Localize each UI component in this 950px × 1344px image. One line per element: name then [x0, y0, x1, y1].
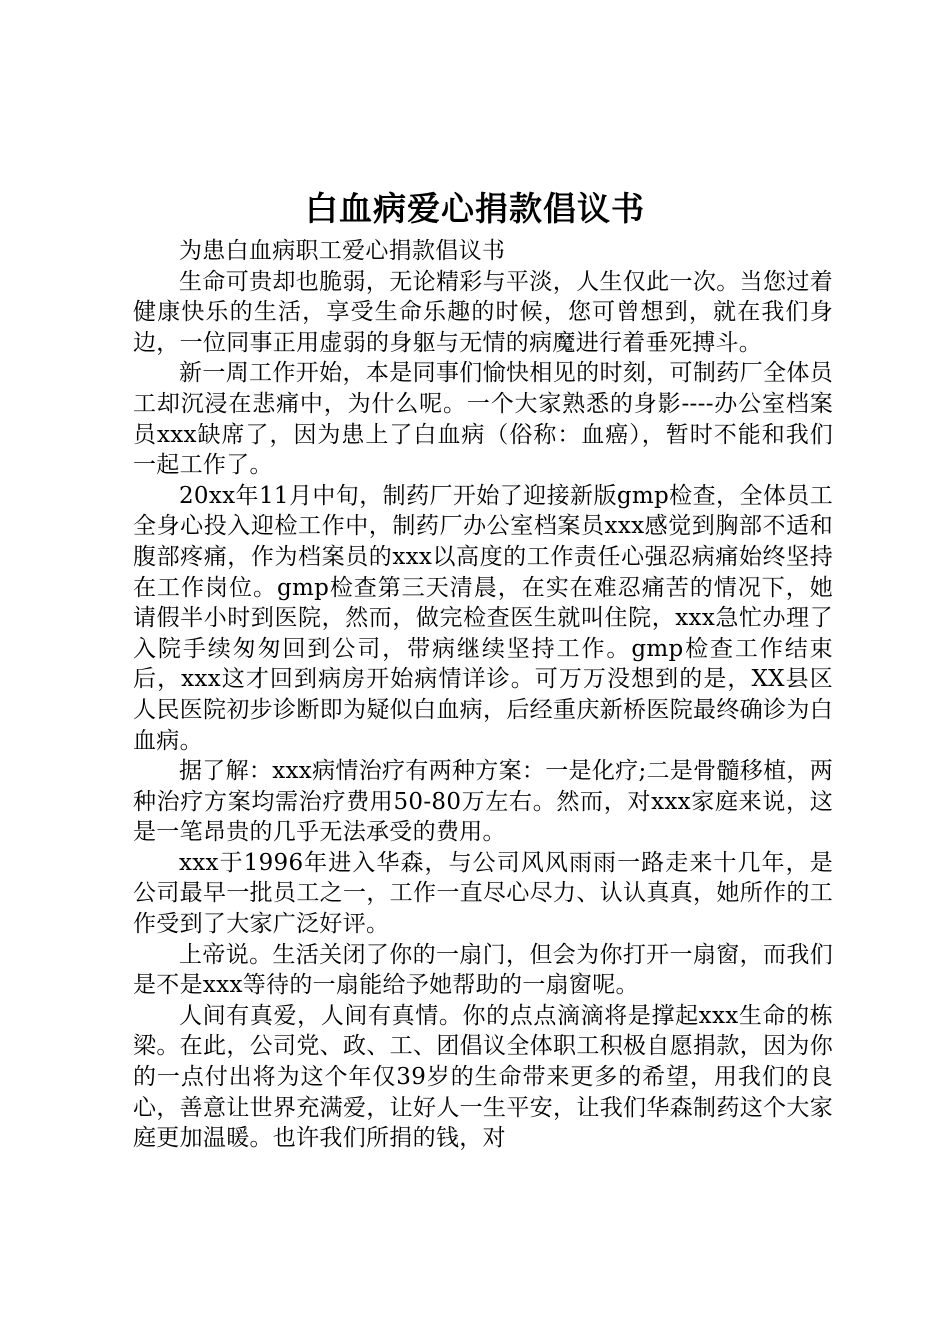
document-body	[133, 236, 833, 1154]
document-title: 白血病爱心捐款倡议书	[305, 189, 645, 228]
paragraph-5: xxx于1996年进入华森，与公司风风雨雨一路走来十几年，是公司最早一批员工之一，工作一直尽心尽力、认认真真，她所作的工作受到了大家广泛好评。	[133, 849, 833, 938]
paragraph-1: 生命可贵却也脆弱，无论精彩与平淡，人生仅此一次。当您过着健康快乐的生活，享受生命乐趣的时候，您可曾想到，就在我们身边，一位同事正用虚弱的身躯与无情的病魔进行着垂死搏斗。	[133, 268, 833, 356]
paragraph-4: 据了解：xxx病情治疗有两种方案：一是化疗;二是骨髓移植，两种治疗方案均需治疗费用50-80万左右。然而，对xxx家庭来说，这是一笔昂贵的几乎无法承受的费用。	[133, 758, 833, 846]
paragraph-2: 新一周工作开始，本是同事们愉快相见的时刻，可制药厂全体员工却沉浸在悲痛中，为什么呢。一个大家熟悉的身影----办公室档案员xxx缺席了，因为患上了白血病（俗称：血癌），暂时不能和我们一起工作了。	[133, 360, 833, 479]
paragraph-subtitle: 为患白血病职工爱心捐款倡议书	[179, 238, 506, 264]
paragraph-6: 上帝说。生活关闭了你的一扇门，但会为你打开一扇窗，而我们是不是xxx等待的一扇能给予她帮助的一扇窗呢。	[133, 941, 833, 999]
paragraph-3: 20xx年11月中旬，制药厂开始了迎接新版gmp检查，全体员工全身心投入迎检工作中，制药厂办公室档案员xxx感觉到胸部不适和腹部疼痛，作为档案员的xxx以高度的工作责任心强忍病痛始终坚持在工作岗位。gmp检查第三天清晨，在实在难忍痛苦的情况下，她请假半小时到医院，然而，做完检查医生就叫住院，xxx急忙办理了入院手续匆匆回到公司，带病继续坚持工作。gmp检查工作结束后，xxx这才回到病房开始病情详诊。可万万没想到的是，XX县区人民医院初步诊断即为疑似白血病，后经重庆新桥医院最终确诊为白血病。	[133, 482, 833, 754]
paragraph-7: 人间有真爱，人间有真情。你的点点滴滴将是撑起xxx生命的栋梁。在此，公司党、政、工、团倡议全体职工积极自愿捐款，因为你的一点付出将为这个年仅39岁的生命带来更多的希望，用我们的良心，善意让世界充满爱，让好人一生平安，让我们华森制药这个大家庭更加温暖。也许我们所捐的钱，对	[133, 1002, 833, 1152]
